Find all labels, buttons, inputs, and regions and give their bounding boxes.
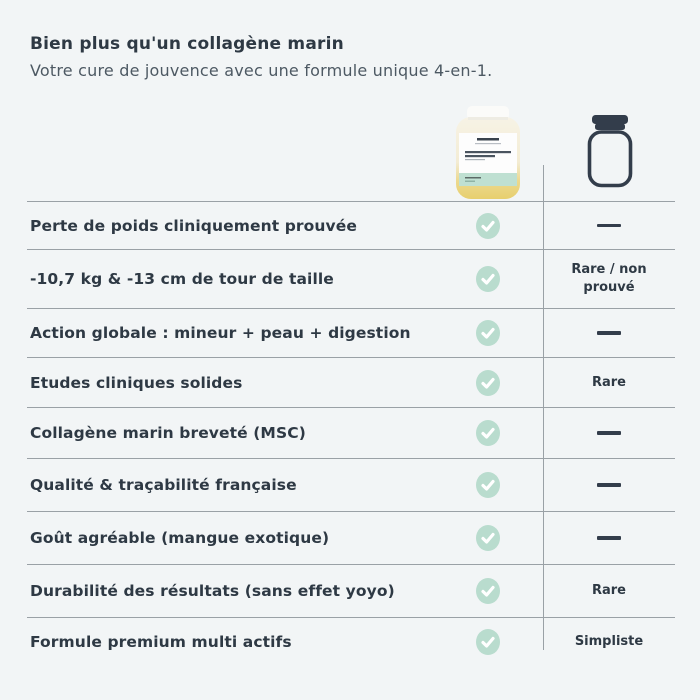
- product-check-cell: [433, 370, 543, 396]
- product-check-cell: [433, 472, 543, 498]
- table-row: [27, 458, 675, 511]
- feature-label: Durabilité des résultats (sans effet yoyo): [30, 582, 395, 600]
- feature-label: Action globale : mineur + peau + digestion: [30, 324, 411, 342]
- competitor-cell: [543, 483, 675, 487]
- competitor-cell: Rare / non prouvé: [571, 262, 647, 295]
- dash-icon: [597, 536, 621, 540]
- competitor-cell: [543, 536, 675, 540]
- check-icon: [476, 266, 500, 292]
- dash-icon: [597, 224, 621, 228]
- check-icon: [476, 420, 500, 446]
- empty-jar-outline-icon: [582, 114, 638, 188]
- check-icon: [476, 213, 500, 239]
- check-icon: [476, 320, 500, 346]
- check-icon: [476, 578, 500, 604]
- dash-icon: [597, 431, 621, 435]
- page-title: Bien plus qu'un collagène marin: [30, 34, 344, 54]
- empty-jar-icon: [582, 114, 638, 188]
- check-icon: [476, 525, 500, 551]
- competitor-cell: Rare: [591, 583, 626, 599]
- table-row: [27, 201, 675, 249]
- feature-label: Qualité & traçabilité française: [30, 476, 297, 494]
- table-row: [27, 511, 675, 564]
- check-icon: [476, 629, 500, 655]
- table-row: [27, 564, 675, 617]
- product-bottle-image: [455, 106, 521, 200]
- feature-label: Goût agréable (mangue exotique): [30, 529, 330, 547]
- feature-label: -10,7 kg & -13 cm de tour de taille: [30, 270, 334, 288]
- dash-icon: [597, 331, 621, 335]
- comparison-table: [27, 201, 675, 665]
- product-check-cell: [433, 578, 543, 604]
- feature-label: Etudes cliniques solides: [30, 373, 243, 392]
- table-row: [27, 308, 675, 357]
- product-check-cell: [433, 213, 543, 239]
- feature-label: Perte de poids cliniquement prouvée: [30, 216, 357, 235]
- product-check-cell: [433, 420, 543, 446]
- competitor-cell: [543, 331, 675, 335]
- competitor-cell: Rare: [591, 374, 626, 390]
- feature-label: Collagène marin breveté (MSC): [30, 424, 306, 442]
- product-check-cell: [433, 629, 543, 655]
- table-row: [27, 407, 675, 458]
- feature-label: Formule premium multi actifs: [30, 632, 292, 651]
- product-check-cell: [433, 525, 543, 551]
- check-icon: [476, 472, 500, 498]
- competitor-cell: Simpliste: [574, 633, 644, 649]
- page-subtitle: Votre cure de jouvence avec une formule unique 4-en-1.: [30, 61, 493, 80]
- table-row: [27, 617, 675, 665]
- product-check-cell: [433, 320, 543, 346]
- competitor-cell: [543, 431, 675, 435]
- product-bottle-photo: [455, 106, 521, 200]
- check-icon: [476, 370, 500, 396]
- competitor-cell: [543, 224, 675, 228]
- dash-icon: [597, 483, 621, 487]
- table-row: [27, 249, 675, 308]
- table-row: [27, 357, 675, 407]
- product-check-cell: [433, 266, 543, 292]
